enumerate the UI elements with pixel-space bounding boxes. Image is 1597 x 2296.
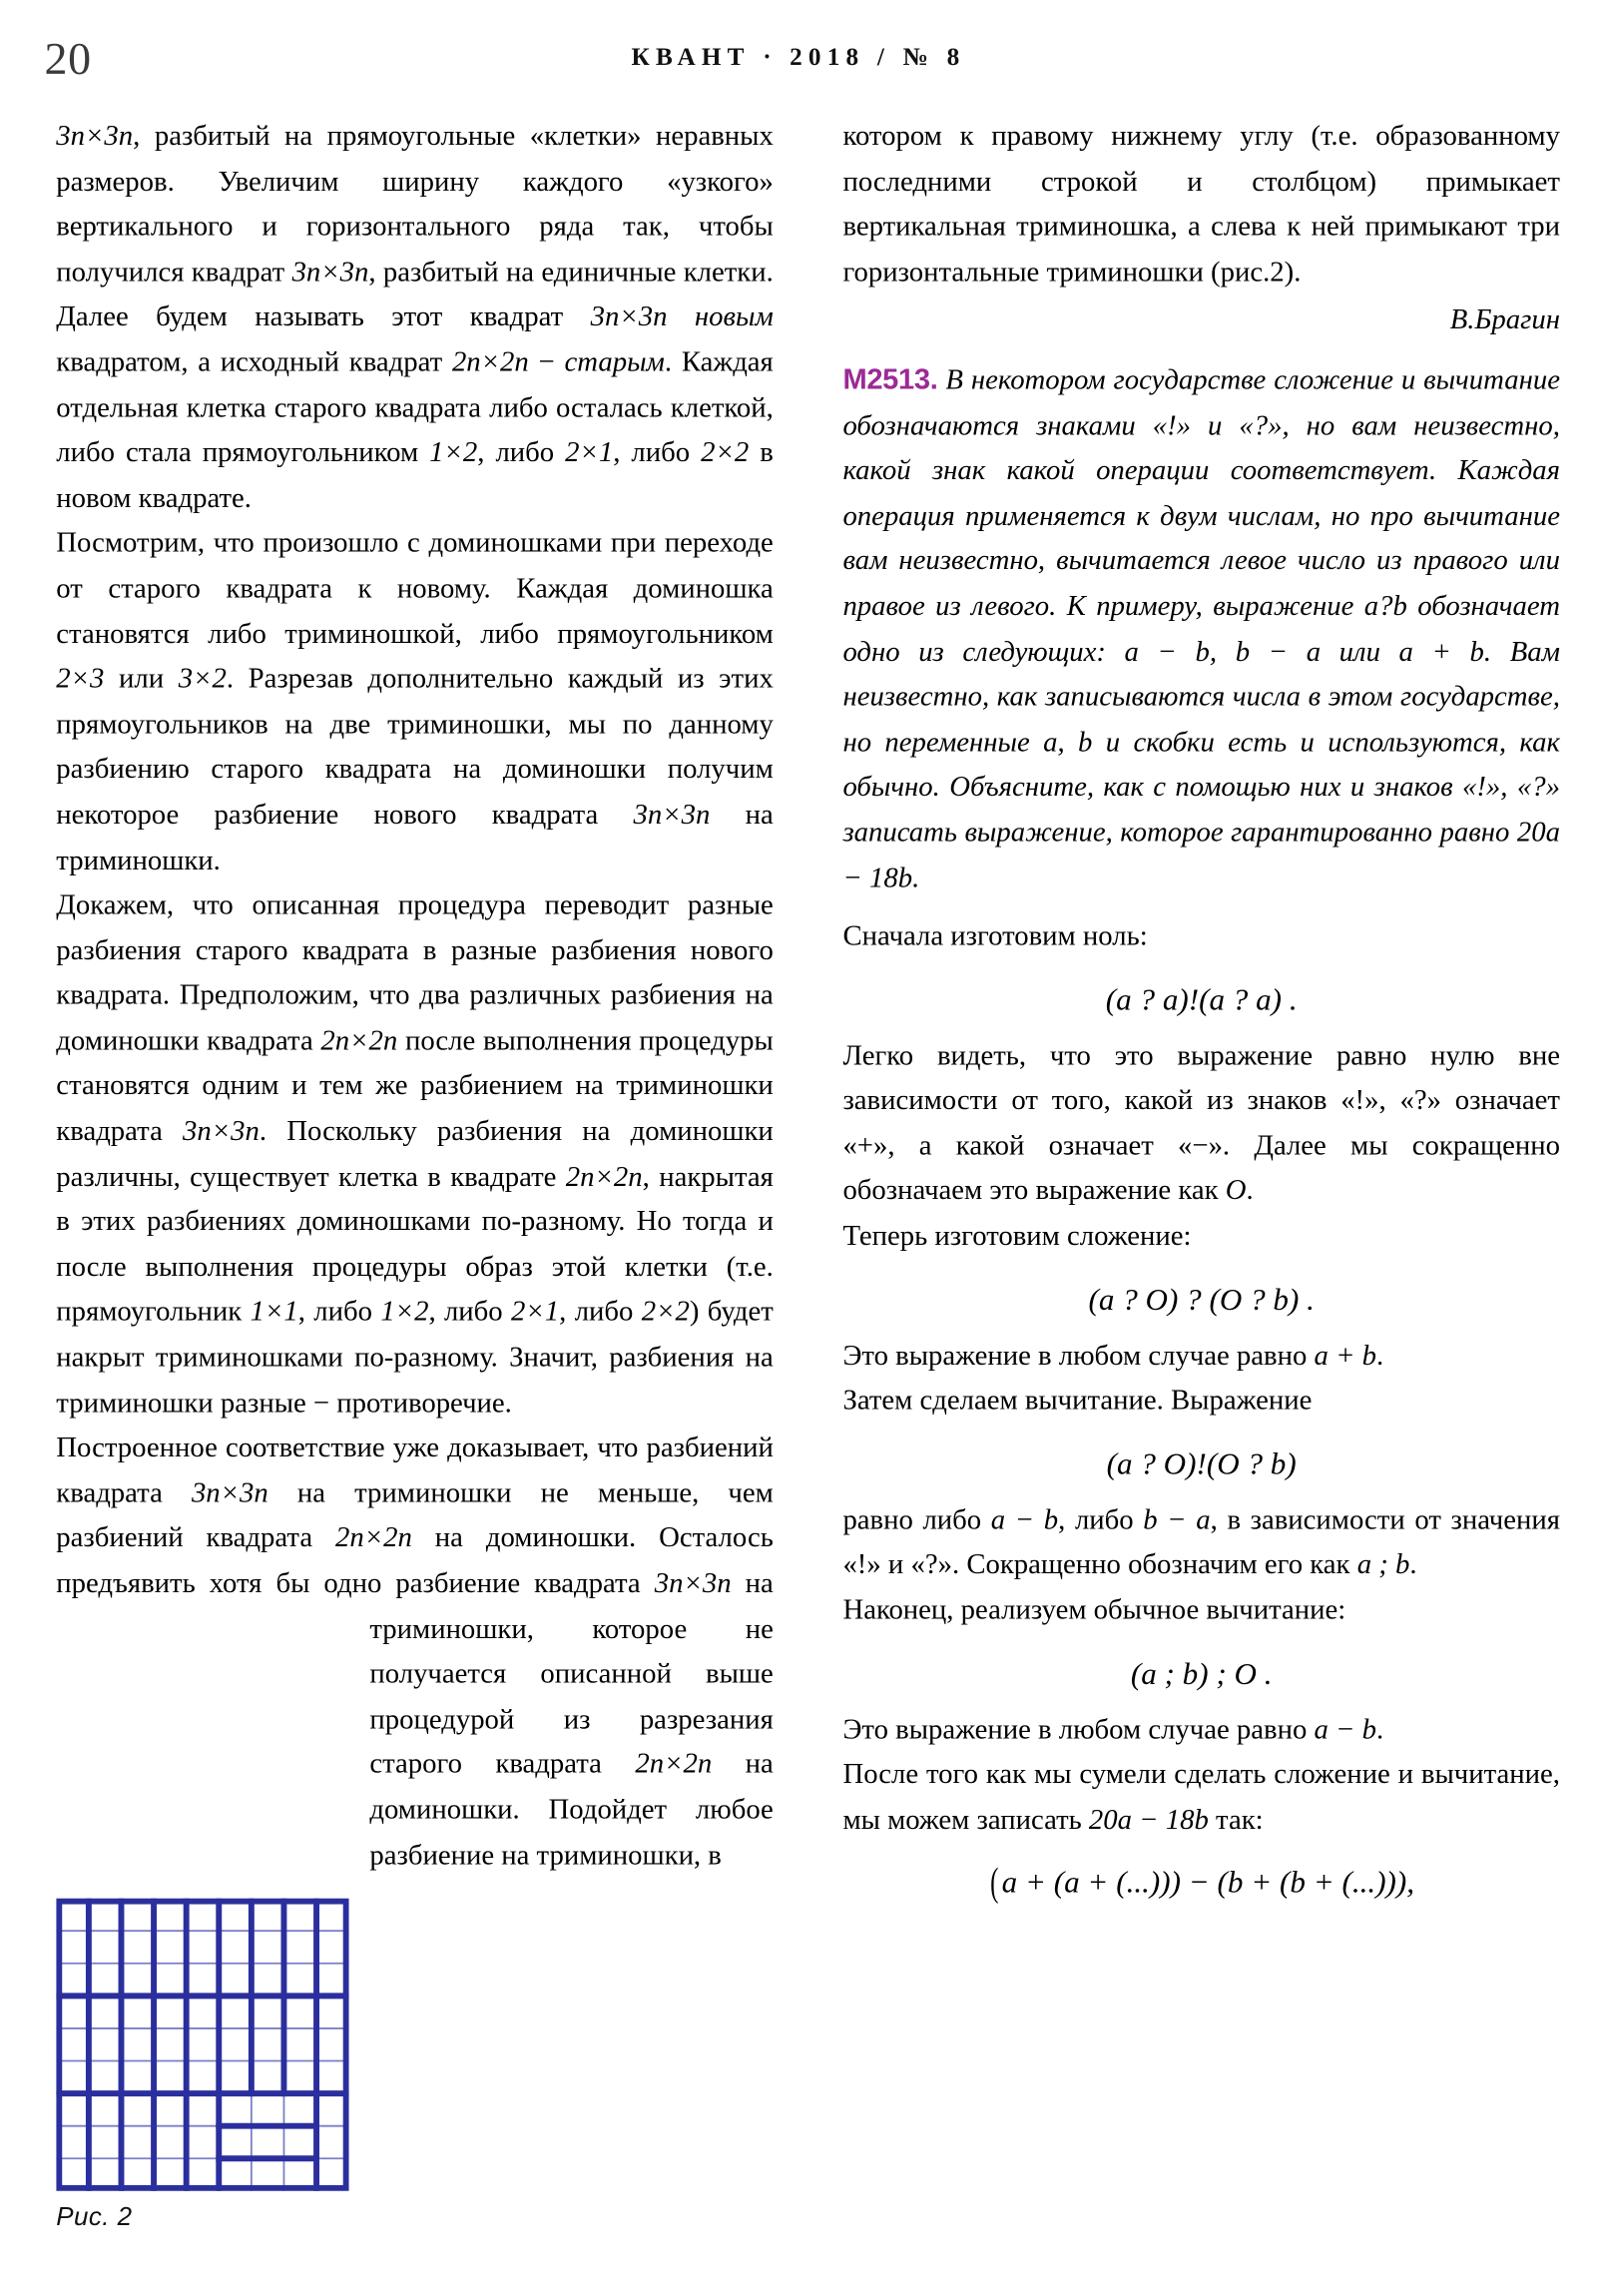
journal-issue: 2018 / № 8 [790, 42, 966, 72]
math-inline: 2n×2n [635, 1749, 713, 1781]
text-run: на доминошки. Подойдет любое разбиение на триминошки, в [369, 1749, 774, 1872]
text-run: , либо [613, 437, 702, 469]
text-run: в новом квадрате. [56, 437, 774, 515]
math-inline: O [1225, 1176, 1247, 1208]
solution-line-8 [842, 1708, 1560, 1753]
text-run: на триминошки не меньше, чем разбиений квадрата [56, 1477, 774, 1555]
text-run: − [528, 346, 565, 379]
text-run: Построенное соответствие уже доказывает, что разбиений квадрата [56, 1433, 774, 1509]
paren-open: ( [990, 1860, 1000, 1906]
equation-1: (a ? a)!(a ? a) . [1105, 980, 1298, 1017]
text-run: или [104, 664, 179, 696]
math-inline: 2×2 [701, 437, 750, 469]
eq-part: b + (b + (...)) [1227, 1865, 1396, 1901]
math-inline: 2×1 [511, 1297, 560, 1329]
text-run: . [1376, 1714, 1384, 1746]
text-run: Это выражение в любом случае равно [842, 1714, 1315, 1746]
math-inline: a − b [990, 1504, 1059, 1536]
eq-part: ), [1395, 1865, 1415, 1901]
solution-line-9 [842, 1754, 1560, 1845]
right-column [842, 116, 1560, 1919]
text-run: , разбитый на прямоугольные «клетки» неравных размеров. Увеличим ширину каждого «узкого» вертикального и горизонтального ряда так, чтобы получился квадрат [56, 121, 774, 288]
solution-line-5: Затем сделаем вычитание. Выражение [842, 1386, 1313, 1418]
text-run: ) будет накрыт триминошками по-разному. Значит, разбиения на триминошки разные − противоречие. [56, 1297, 774, 1420]
left-column [56, 116, 774, 1978]
vertical-gap [842, 902, 1560, 915]
right-paragraph-1: котором к правому нижнему углу (т.е. образованному последними строкой и столбцом) примыкает вертикальная триминошка, а слева к ней примыкают три горизонтальные триминошки (рис.2). [842, 121, 1560, 288]
equation-2: (a ? O) ? (O ? b) . [1088, 1281, 1315, 1318]
text-run: Это выражение в любом случае равно [842, 1340, 1315, 1372]
vertical-gap [842, 344, 1560, 357]
text-run: , в зависимости от значения «!» и «?». Сокращенно обозначим его как [842, 1504, 1560, 1581]
math-inline: 2×2 [641, 1297, 690, 1329]
math-inline: 3n×3n [654, 1568, 732, 1600]
solution-line-1: Сначала изготовим ноль: [842, 920, 1148, 952]
math-inline: 2×3 [56, 664, 105, 696]
math-inline: a − b [1314, 1714, 1377, 1746]
solution-line-4 [842, 1335, 1560, 1380]
journal-title-line [0, 43, 1597, 73]
math-inline: a + b [1314, 1340, 1377, 1372]
grid-background [56, 1899, 348, 2191]
eq-part: a + [1001, 1865, 1054, 1901]
text-run: квадратом, а исходный квадрат [56, 346, 452, 379]
text-run: , либо [559, 1297, 642, 1329]
problem-statement: В некотором государстве сложение и вычитание обозначаются знаками «!» и «?», но вам неизвестно, какой знак какой операции соответствует. Каждая операция применяется к двум числам, но про вычитание вам неизвестно, вычитается левое число из правого или правое из левого. К примеру, выражение a?b обозначает одно из следующих: a − b, b − a или a + b. Вам неизвестно, как записываются числа в этом государстве, но переменные a, b и скобки есть и используются, как обычно. Объясните, как с помощью них и знаков «!», «?» записать выражение, которое гарантированно равно 20a − 18b. [842, 364, 1560, 894]
text-run: . [1246, 1176, 1254, 1208]
math-inline: 2n×2n [565, 1161, 643, 1193]
math-inline: 3n×3n [291, 257, 369, 288]
math-inline: 3n×3n [633, 800, 711, 832]
page-number: 20 [44, 32, 92, 85]
text-run: , либо [1058, 1504, 1144, 1536]
math-inline: 1×2 [380, 1297, 429, 1329]
text-run: Легко видеть, что это выражение равно нулю вне зависимости от того, какой из знаков «!», «?» означает «+», а какой означает «−». Далее мы сокращенно обозначаем это выражение как [842, 1040, 1560, 1208]
math-inline: a ; b [1356, 1549, 1410, 1581]
math-inline: 3n×3n [183, 1116, 260, 1148]
figure-2 [56, 1899, 348, 2233]
solution-line-2 [842, 1034, 1560, 1215]
math-inline: 2n×2n [335, 1523, 412, 1555]
equation-3: (a ? O)!(O ? b) [1106, 1445, 1297, 1481]
equation-5 [842, 1853, 1560, 1912]
paragraph-4 [56, 1427, 774, 1879]
journal-name: КВАНТ [631, 42, 751, 72]
solution-line-3: Теперь изготовим сложение: [842, 1221, 1192, 1253]
text-run: После того как мы сумели сделать сложение и вычитание, мы можем записать [842, 1759, 1560, 1837]
math-inline: 2n×2n [320, 1025, 398, 1057]
text-run: . Каждая отдельная клетка старого квадрата либо осталась клеткой, либо стала прямоугольником [56, 346, 774, 469]
trimino-grid-diagram [56, 1899, 348, 2191]
math-inline: 1×1 [250, 1297, 298, 1329]
text-run: , либо [477, 437, 566, 469]
equation-4: (a ; b) ; O . [1130, 1655, 1273, 1691]
solution-line-7: Наконец, реализуем обычное вычитание: [842, 1595, 1346, 1627]
author-signature: В.Брагин [1449, 304, 1560, 336]
problem-m2513 [842, 357, 1560, 901]
math-inline: 3×2 [178, 664, 227, 696]
math-inline: b − a [1143, 1504, 1211, 1536]
text-run: . Поскольку разбиения на доминошки различны, существует клетка в квадрате [56, 1116, 774, 1193]
text-run: , либо [428, 1297, 512, 1329]
paragraph-3 [56, 884, 774, 1428]
paragraph-2 [56, 522, 774, 883]
text-run: , либо [297, 1297, 381, 1329]
text-run: равно либо [842, 1504, 991, 1536]
text-run: после выполнения процедуры становятся одним и тем же разбиением на триминошки квадрата [56, 1025, 774, 1148]
math-inline: 3n×3n [56, 121, 134, 153]
text-run: . [1409, 1549, 1417, 1581]
emphasis: старым [564, 346, 665, 379]
text-run: на триминошки, которое не получается описанной выше процедурой из разрезания старого квадрата [369, 1568, 774, 1781]
text-run: на доминошки. Осталось предъявить хотя бы одно разбиение квадрата [56, 1523, 774, 1600]
text-run: . [1376, 1340, 1384, 1372]
math-inline: 20a − 18b [1088, 1805, 1209, 1837]
math-inline: 1×2 [429, 437, 478, 469]
solution-line-6 [842, 1499, 1560, 1590]
running-head [0, 33, 1597, 83]
text-run: , разбитый на единичные клетки. Далее будем называть этот квадрат [56, 257, 774, 333]
text-run: на триминошки. [56, 800, 774, 876]
text-run: так: [1208, 1805, 1264, 1837]
math-inline: 2n×2n [451, 346, 529, 379]
math-inline: 3n×3n [191, 1477, 268, 1509]
figure-caption: Рис. 2 [56, 2201, 133, 2231]
math-inline: 2×1 [565, 437, 614, 469]
text-run: Посмотрим, что произошло с доминошками при переходе от старого квадрата к новому. Каждая доминошка становятся либо триминошкой, либо прямоугольником [56, 528, 774, 650]
eq-part: (a + (...)) [1053, 1865, 1171, 1901]
text-run: Докажем, что описанная процедура переводит разные разбиения старого квадрата в разные разбиения нового квадрата. Предположим, что два различных разбиения на доминошки квадрата [56, 889, 774, 1057]
text-run: . Разрезав дополнительно каждый из этих прямоугольников на две триминошки, мы по данному разбиению старого квадрата на доминошки получим некоторое разбиение нового квадрата [56, 664, 774, 832]
paragraph-1 [56, 116, 774, 523]
text-run: , накрытая в этих разбиениях доминошками по-разному. Но тогда и после выполнения процедуры образ этой клетки (т.е. прямоугольник [56, 1161, 774, 1329]
problem-number-label: M2513. [842, 363, 938, 396]
eq-part: ) − ( [1170, 1865, 1228, 1901]
math-inline: 3n×3n [590, 301, 668, 333]
emphasis: новым [694, 301, 774, 333]
journal-separator: · [763, 42, 778, 72]
